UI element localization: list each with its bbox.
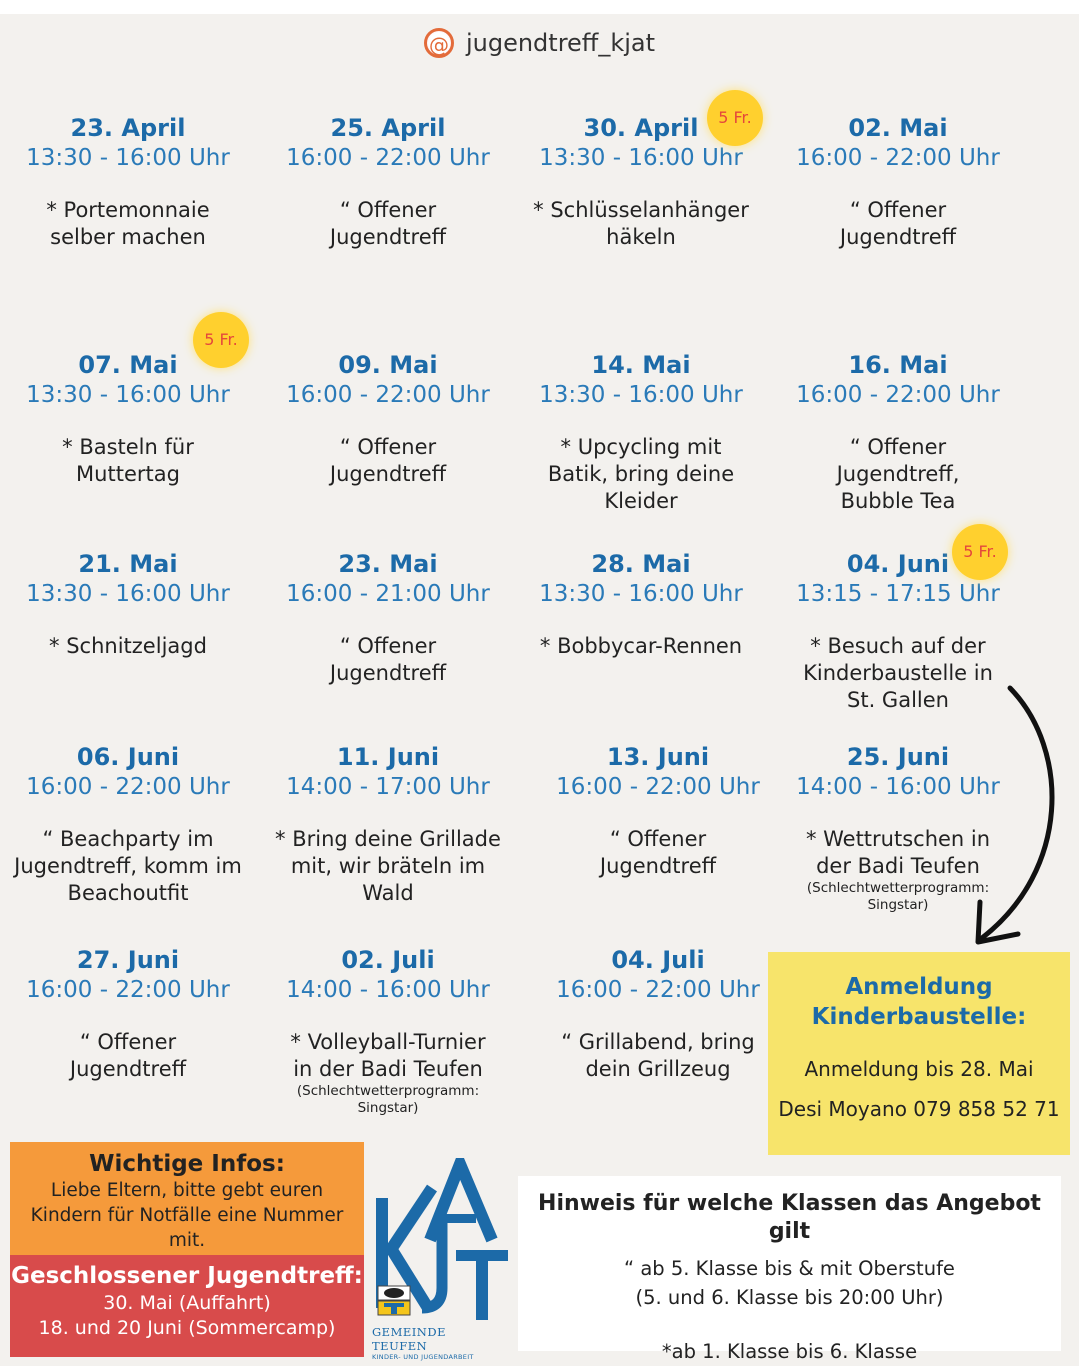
event-description (511, 197, 771, 251)
event-description (258, 197, 518, 251)
event-date: 04. Juni (846, 550, 950, 578)
event-date: 09. Mai (338, 351, 438, 379)
event-description-line: “ Offener (339, 435, 437, 459)
classes-info-box (518, 1176, 1061, 1363)
event-date: 16. Mai (848, 351, 948, 379)
event-time: 16:00 - 22:00 Uhr (26, 977, 230, 1003)
event-description-line: häkeln (606, 225, 676, 249)
classes-line: *ab 1. Klasse bis 6. Klasse (661, 1340, 918, 1363)
event-description-line: Bubble Tea (840, 489, 956, 513)
event-description (768, 434, 1028, 515)
event-date: 30. April (583, 114, 699, 142)
event-description-line: “ Offener (609, 827, 707, 851)
event-cell (768, 350, 1028, 515)
important-line: Kindern für Notfälle eine Nummer (30, 1205, 344, 1226)
event-cell (528, 945, 788, 1083)
event-description (0, 197, 258, 251)
logo-caption-line: GEMEINDE TEUFEN (372, 1325, 446, 1353)
event-description-line: Batik, bring deine (547, 462, 735, 486)
event-time: 14:00 - 17:00 Uhr (286, 774, 490, 800)
price-badge: 5 Fr. (707, 90, 763, 146)
kjat-logo (370, 1158, 515, 1348)
instagram-handle[interactable] (0, 28, 1079, 58)
event-time: 16:00 - 22:00 Uhr (556, 774, 760, 800)
event-cell (0, 350, 258, 488)
event-description-line: Beachoutfit (67, 881, 189, 905)
event-description (258, 434, 518, 488)
event-cell (0, 945, 258, 1083)
event-note: (Schlechtwetterprogramm: (806, 880, 990, 896)
at-icon: @ (424, 28, 454, 58)
event-description-line: Jugendtreff (69, 1057, 187, 1081)
important-line: mit. (168, 1230, 206, 1251)
event-time: 16:00 - 21:00 Uhr (286, 581, 490, 607)
event-cell (258, 350, 518, 488)
event-date: 13. Juni (606, 743, 710, 771)
top-bar (0, 0, 1079, 14)
handle-text: jugendtreff_kjat (465, 29, 656, 57)
event-description-line: * Besuch auf der (810, 634, 986, 658)
event-date: 25. April (330, 114, 446, 142)
event-description (511, 633, 771, 660)
event-cell (258, 945, 518, 1117)
event-description (528, 826, 788, 880)
event-date: 07. Mai (78, 351, 178, 379)
event-time: 13:15 - 17:15 Uhr (796, 581, 1000, 607)
event-description (258, 633, 518, 687)
event-time: 13:30 - 16:00 Uhr (26, 145, 230, 171)
event-time: 13:30 - 16:00 Uhr (539, 145, 743, 171)
event-description (768, 197, 1028, 251)
event-description-line: * Bobbycar-Rennen (539, 634, 743, 658)
event-time: 13:30 - 16:00 Uhr (539, 382, 743, 408)
event-description-line: “ Offener (849, 435, 947, 459)
event-cell (0, 742, 258, 907)
event-description (258, 1029, 518, 1083)
event-time: 13:30 - 16:00 Uhr (539, 581, 743, 607)
event-date: 06. Juni (76, 743, 180, 771)
event-description-line: Muttertag (76, 462, 180, 486)
event-time: 16:00 - 22:00 Uhr (286, 382, 490, 408)
event-note: (Schlechtwetterprogramm: (296, 1083, 480, 1099)
important-info-box (10, 1142, 364, 1255)
event-date: 28. Mai (591, 550, 691, 578)
event-date: 21. Mai (78, 550, 178, 578)
curved-arrow-icon (960, 680, 1070, 950)
event-date: 14. Mai (591, 351, 691, 379)
event-description-line: St. Gallen (847, 688, 949, 712)
event-description (0, 1029, 258, 1083)
event-cell (768, 113, 1028, 251)
event-description-line: Jugendtreff (839, 225, 957, 249)
event-date: 23. April (70, 114, 186, 142)
event-description (0, 434, 258, 488)
event-cell (511, 549, 771, 660)
event-cell (0, 549, 258, 660)
event-time: 16:00 - 22:00 Uhr (796, 145, 1000, 171)
event-description (0, 826, 258, 907)
event-time: 16:00 - 22:00 Uhr (26, 774, 230, 800)
event-time: 16:00 - 22:00 Uhr (556, 977, 760, 1003)
event-description-line: * Upcycling mit (560, 435, 722, 459)
event-description-line: Jugendtreff (329, 225, 447, 249)
price-badge: 5 Fr. (193, 312, 249, 368)
event-date: 23. Mai (338, 550, 438, 578)
important-line: Liebe Eltern, bitte gebt euren (50, 1180, 324, 1201)
event-description-line: Jugendtreff (329, 661, 447, 685)
event-cell (258, 113, 518, 251)
event-time: 14:00 - 16:00 Uhr (286, 977, 490, 1003)
event-date: 27. Juni (76, 946, 180, 974)
event-cell (258, 742, 518, 907)
event-description-line: selber machen (50, 225, 206, 249)
event-date: 25. Juni (846, 743, 950, 771)
event-cell (528, 742, 788, 880)
event-time: 16:00 - 22:00 Uhr (286, 145, 490, 171)
classes-line: “ ab 5. Klasse bis & mit Oberstufe (624, 1257, 955, 1280)
event-description-line: “ Offener (339, 198, 437, 222)
event-description-line: in der Badi Teufen (293, 1057, 483, 1081)
event-description (258, 826, 518, 907)
event-description-line: Jugendtreff, (836, 462, 960, 486)
event-description-line: dein Grillzeug (585, 1057, 731, 1081)
event-description-line: * Volleyball-Turnier (290, 1030, 486, 1054)
event-note: Singstar) (357, 1100, 419, 1116)
important-title: Wichtige Infos: (89, 1151, 285, 1177)
event-description-line: * Bring deine Grillade (275, 827, 501, 851)
event-date: 02. Mai (848, 114, 948, 142)
event-description-line: “ Offener (849, 198, 947, 222)
event-description-line: “ Grillabend, bring (561, 1030, 755, 1054)
closed-info-box (10, 1255, 364, 1357)
logo-subcaption: KINDER- UND JUGENDARBEIT (372, 1353, 474, 1361)
event-description-line: Kinderbaustelle in (803, 661, 993, 685)
event-description (0, 633, 258, 660)
event-description-line: der Badi Teufen (816, 854, 980, 878)
closed-line: 18. und 20 Juni (Sommercamp) (38, 1317, 336, 1339)
registration-title: Kinderbaustelle: (811, 1004, 1027, 1030)
event-date: 02. Juli (341, 946, 435, 974)
registration-box (768, 952, 1070, 1155)
event-time: 13:30 - 16:00 Uhr (26, 581, 230, 607)
registration-contact[interactable]: Desi Moyano 079 858 52 71 (778, 1097, 1060, 1121)
event-cell (0, 113, 258, 251)
closed-title: Geschlossener Jugendtreff: (11, 1263, 363, 1289)
event-description-line: Jugendtreff (599, 854, 717, 878)
event-cell (511, 350, 771, 515)
registration-title: Anmeldung (845, 974, 993, 1000)
event-note: Singstar) (867, 897, 929, 913)
event-description-line: Kleider (604, 489, 678, 513)
classes-title: Hinweis für welche Klassen das Angebot gilt (538, 1191, 1041, 1244)
event-description-line: “ Offener (79, 1030, 177, 1054)
event-description-line: * Schnitzeljagd (49, 634, 207, 658)
event-date: 04. Juli (611, 946, 705, 974)
event-description-line: Wald (362, 881, 414, 905)
event-description-line: * Portemonnaie (46, 198, 210, 222)
event-date: 11. Juni (336, 743, 440, 771)
registration-deadline: Anmeldung bis 28. Mai (804, 1057, 1034, 1081)
classes-line: (5. und 6. Klasse bis 20:00 Uhr) (635, 1286, 944, 1309)
closed-line: 30. Mai (Auffahrt) (103, 1292, 271, 1314)
logo-caption (372, 1325, 492, 1361)
event-time: 14:00 - 16:00 Uhr (796, 774, 1000, 800)
event-description (528, 1029, 788, 1083)
event-description-line: * Schlüsselanhänger (533, 198, 749, 222)
event-description-line: Jugendtreff (329, 462, 447, 486)
event-description-line: * Wettrutschen in (805, 827, 991, 851)
event-description (511, 434, 771, 515)
event-description-line: “ Beachparty im (42, 827, 214, 851)
price-badge: 5 Fr. (952, 524, 1008, 580)
event-description-line: * Basteln für (62, 435, 194, 459)
event-description-line: “ Offener (339, 634, 437, 658)
event-description-line: Jugendtreff, komm im (14, 854, 242, 878)
event-time: 16:00 - 22:00 Uhr (796, 382, 1000, 408)
event-cell (258, 549, 518, 687)
event-time: 13:30 - 16:00 Uhr (26, 382, 230, 408)
event-description-line: mit, wir bräteln im (290, 854, 486, 878)
